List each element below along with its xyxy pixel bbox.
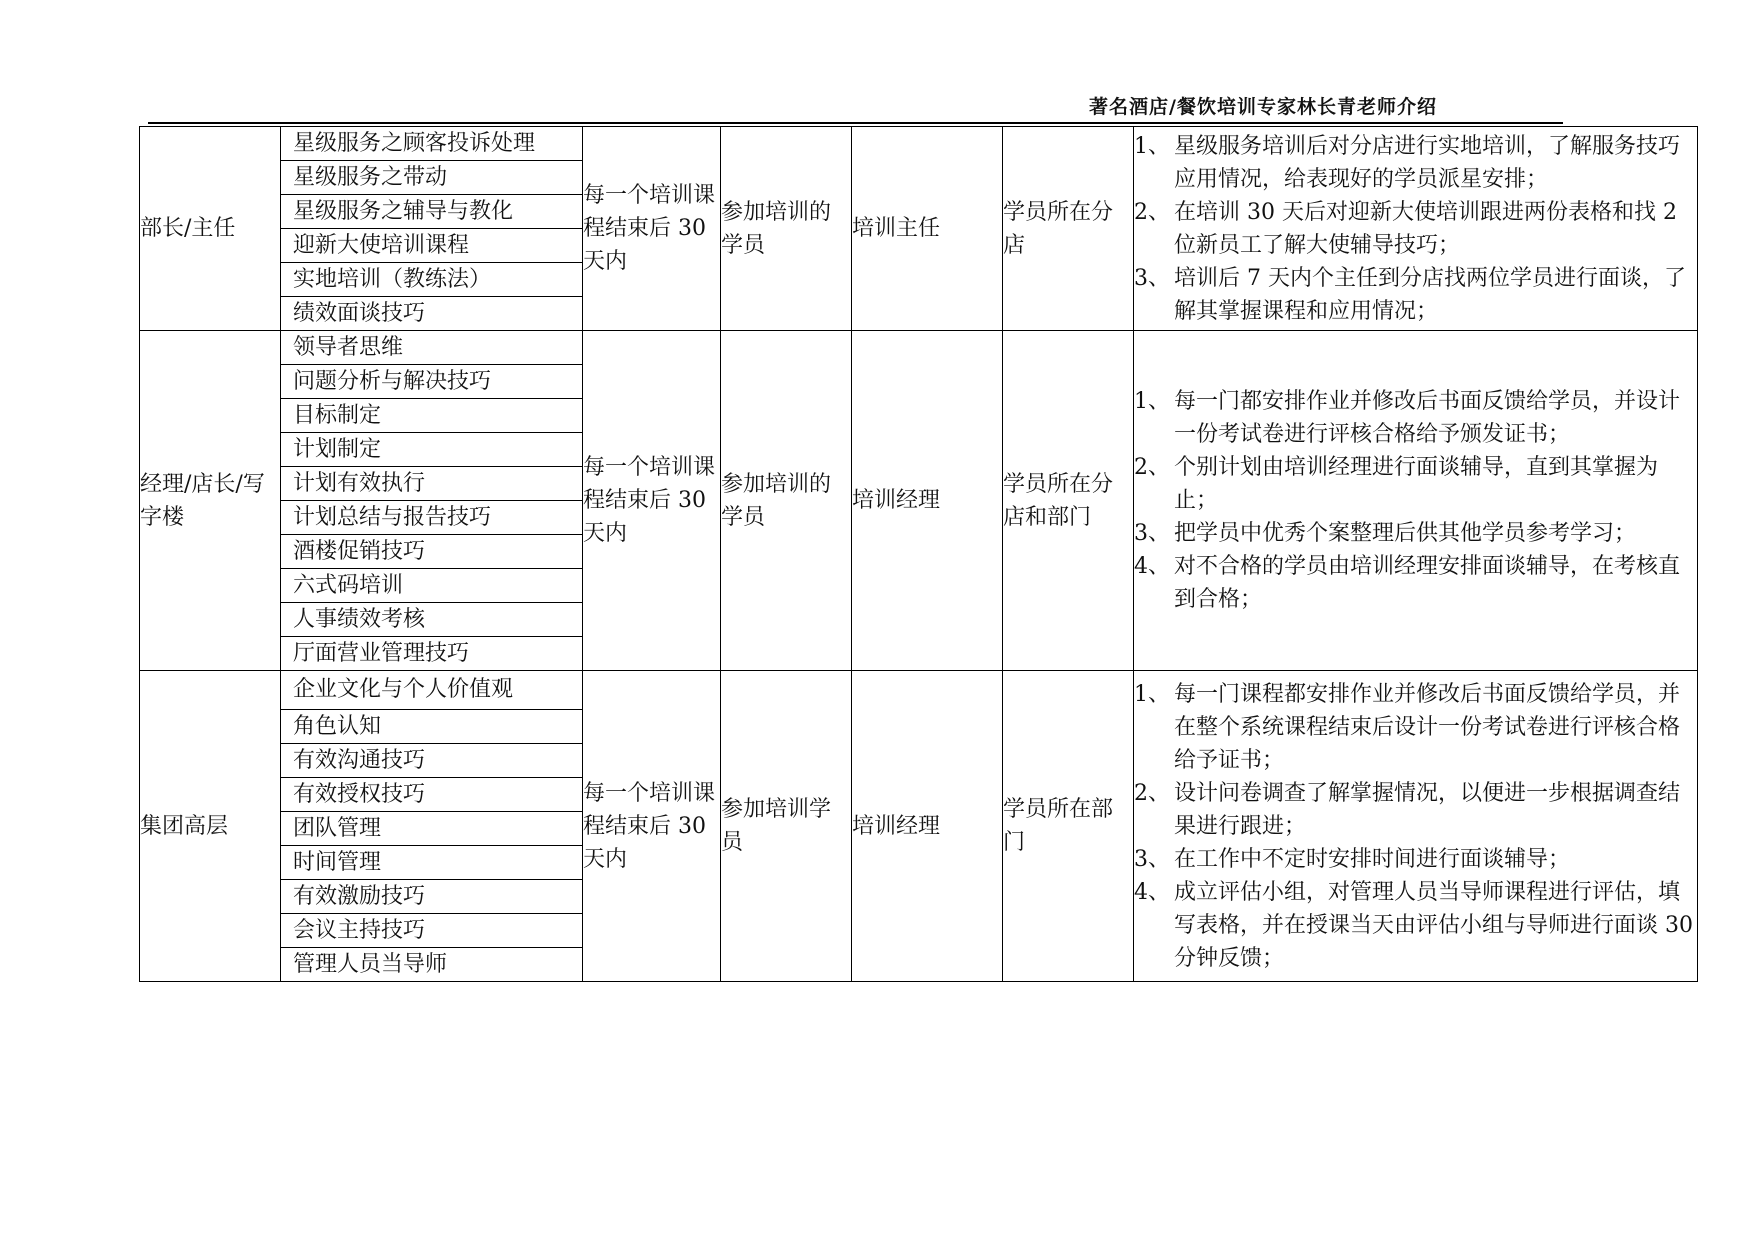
course-cell [281,671,583,982]
page-header [148,92,1563,124]
course-item: 企业文化与个人价值观 [281,671,582,710]
followup-notes-cell [1134,127,1698,331]
course-item: 迎新大使培训课程 [281,229,582,263]
course-item: 绩效面谈技巧 [293,301,426,326]
timing-cell: 每一个培训课程结束后 30 天内 [583,671,721,982]
note-item: 2、 设计问卷调查了解掌握情况，以便进一步根据调查结果进行跟进； [1134,780,1681,839]
header-title: 著名酒店/餐饮培训专家林长青老师介绍 [1089,96,1437,118]
owner-cell: 培训经理 [852,331,1003,671]
note-item: 3、 培训后 7 天内个主任到分店找两位学员进行面谈，了解其掌握课程和应用情况； [1134,265,1686,324]
training-table [139,126,1698,982]
course-item: 实地培训（教练法） [281,263,582,297]
course-item: 厅面营业管理技巧 [293,641,470,666]
note-item: 2、 个别计划由培训经理进行面谈辅导，直到其掌握为止； [1134,455,1659,513]
participants-cell: 参加培训的学员 [721,331,852,671]
location-cell: 学员所在分店和部门 [1003,331,1134,671]
note-item: 3、 把学员中优秀个案整理后供其他学员参考学习； [1134,521,1637,546]
course-item: 酒楼促销技巧 [281,535,582,569]
course-item: 人事绩效考核 [281,603,582,637]
table-row [140,331,1698,671]
course-item: 管理人员当导师 [293,952,448,977]
course-item: 星级服务之辅导与教化 [281,195,582,229]
followup-notes-cell [1134,331,1698,671]
course-cell [281,331,583,671]
course-item: 团队管理 [281,812,582,846]
course-item: 计划制定 [281,433,582,467]
course-item: 有效激励技巧 [281,880,582,914]
followup-notes-cell [1134,671,1698,982]
participants-cell: 参加培训的学员 [721,127,852,331]
location-cell: 学员所在分店 [1003,127,1134,331]
course-item: 领导者思维 [281,331,582,365]
course-cell [281,127,583,331]
course-item: 有效授权技巧 [281,778,582,812]
course-item: 会议主持技巧 [281,914,582,948]
course-item: 有效沟通技巧 [281,744,582,778]
participants-cell: 参加培训学员 [721,671,852,982]
course-list [281,127,582,330]
course-item: 目标制定 [281,399,582,433]
course-list [281,331,582,670]
table-row [140,127,1698,331]
owner-cell: 培训主任 [852,127,1003,331]
course-item: 星级服务之顾客投诉处理 [281,127,582,161]
role-cell: 集团高层 [140,671,281,982]
timing-cell: 每一个培训课程结束后 30 天内 [583,127,721,331]
course-item: 问题分析与解决技巧 [281,365,582,399]
table-row [140,671,1698,982]
timing-cell: 每一个培训课程结束后 30 天内 [583,331,721,671]
course-item: 时间管理 [281,846,582,880]
course-item: 角色认知 [281,710,582,744]
course-item: 六式码培训 [281,569,582,603]
course-item: 计划总结与报告技巧 [281,501,582,535]
note-item: 1、 星级服务培训后对分店进行实地培训，了解服务技巧应用情况，给表现好的学员派星安排； [1134,133,1681,192]
note-item: 1、 每一门都安排作业并修改后书面反馈给学员，并设计一份考试卷进行评核合格给予颁发证书； [1134,389,1681,447]
role-cell: 部长/主任 [140,127,281,331]
course-item: 星级服务之带动 [281,161,582,195]
course-list [281,671,582,981]
note-item: 2、 在培训 30 天后对迎新大使培训跟进两份表格和找 2 位新员工了解大使辅导技巧； [1134,199,1677,258]
course-item: 计划有效执行 [281,467,582,501]
note-item: 4、 成立评估小组，对管理人员当导师课程进行评估，填写表格，并在授课当天由评估小组与导师进行面谈 30 分钟反馈； [1134,879,1693,971]
location-cell: 学员所在部门 [1003,671,1134,982]
note-item: 4、 对不合格的学员由培训经理安排面谈辅导，在考核直到合格； [1134,554,1681,612]
owner-cell: 培训经理 [852,671,1003,982]
note-item: 3、 在工作中不定时安排时间进行面谈辅导； [1134,846,1571,872]
role-cell: 经理/店长/写字楼 [140,331,281,671]
note-item: 1、 每一门课程都安排作业并修改后书面反馈给学员，并在整个系统课程结束后设计一份考试卷进行评核合格给予证书； [1134,681,1681,773]
